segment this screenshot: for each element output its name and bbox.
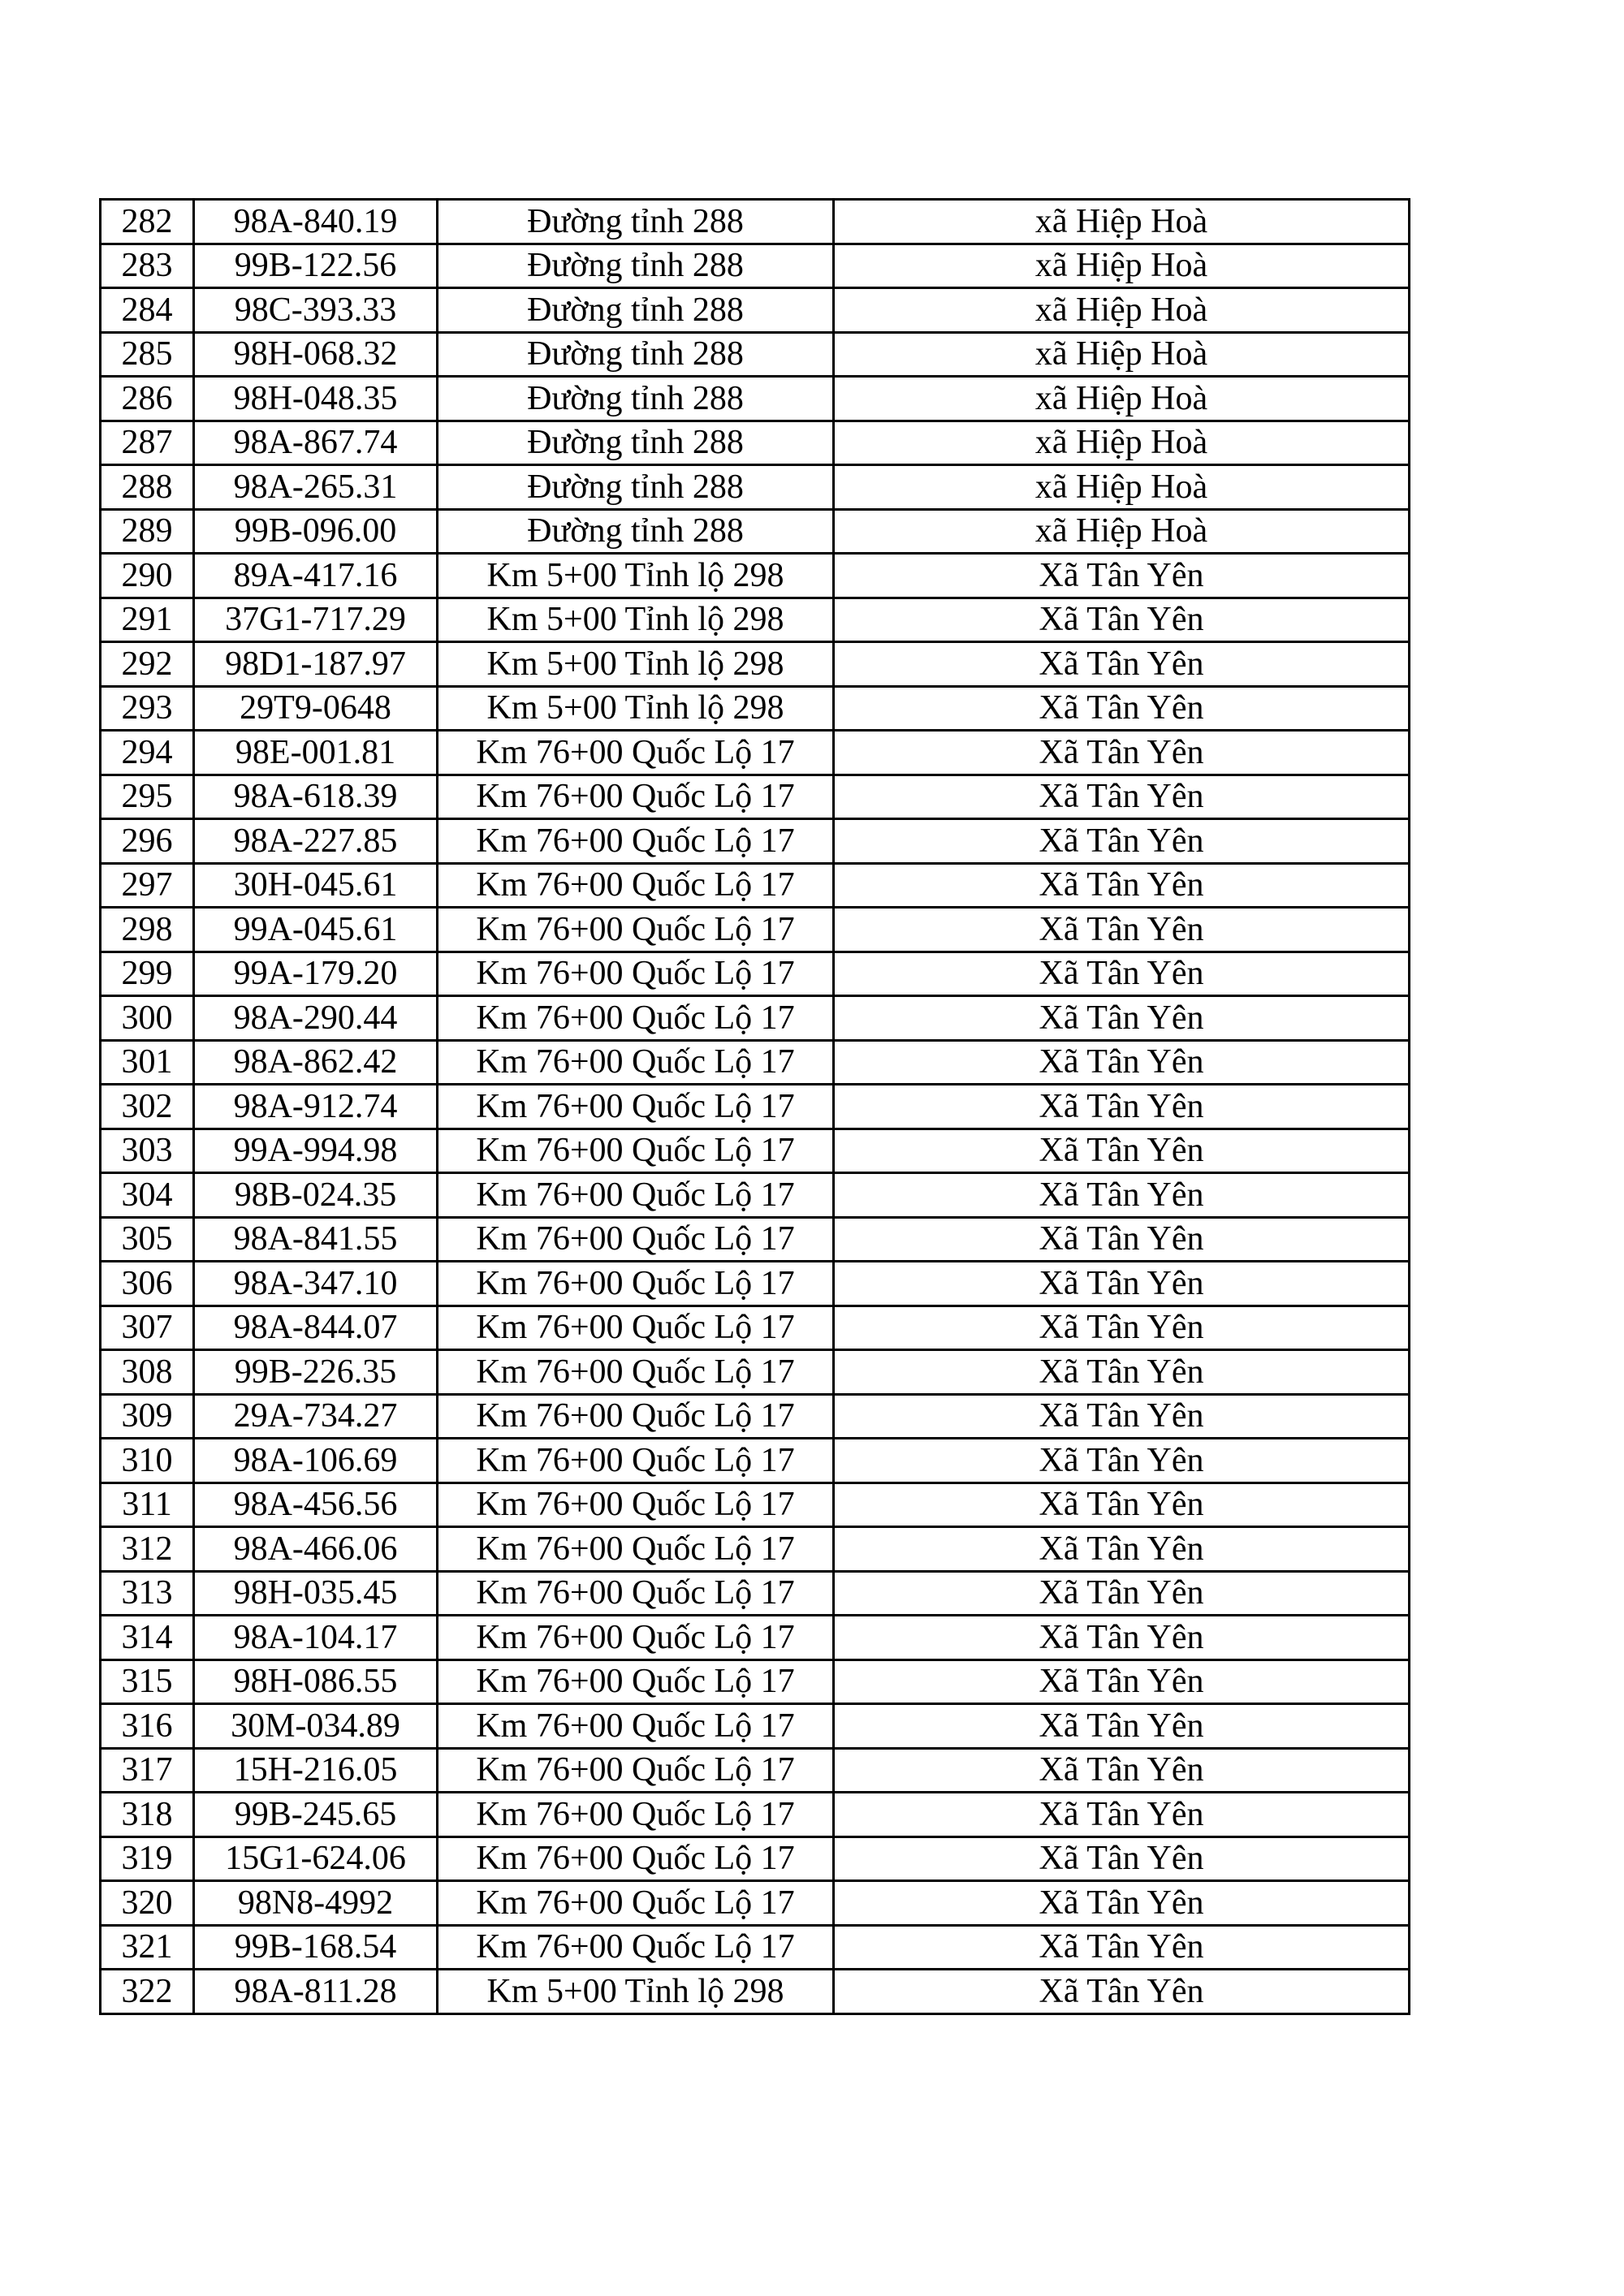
commune-cell: Xã Tân Yên (834, 642, 1410, 687)
commune-cell: Xã Tân Yên (834, 1394, 1410, 1439)
table-row (101, 1970, 1410, 2014)
location-cell: Km 76+00 Quốc Lộ 17 (438, 908, 834, 952)
location-cell: Km 76+00 Quốc Lộ 17 (438, 1129, 834, 1173)
license-plate-cell: 98A-862.42 (194, 1040, 438, 1085)
table-row (101, 1040, 1410, 1085)
commune-cell: Xã Tân Yên (834, 1748, 1410, 1793)
commune-cell: Xã Tân Yên (834, 952, 1410, 996)
commune-cell: Xã Tân Yên (834, 863, 1410, 908)
row-number-cell: 315 (101, 1659, 194, 1704)
table-row (101, 1704, 1410, 1749)
location-cell: Đường tỉnh 288 (438, 244, 834, 288)
location-cell: Km 76+00 Quốc Lộ 17 (438, 731, 834, 775)
location-cell: Km 76+00 Quốc Lộ 17 (438, 1793, 834, 1837)
table-row (101, 1527, 1410, 1572)
location-cell: Km 76+00 Quốc Lộ 17 (438, 1836, 834, 1881)
table-row (101, 996, 1410, 1041)
license-plate-cell: 30H-045.61 (194, 863, 438, 908)
commune-cell: xã Hiệp Hoà (834, 509, 1410, 554)
commune-cell: Xã Tân Yên (834, 1970, 1410, 2014)
license-plate-cell: 98A-227.85 (194, 819, 438, 864)
license-plate-cell: 98A-290.44 (194, 996, 438, 1041)
location-cell: Đường tỉnh 288 (438, 377, 834, 421)
table-row (101, 200, 1410, 244)
table-row (101, 244, 1410, 288)
commune-cell: Xã Tân Yên (834, 1881, 1410, 1926)
location-cell: Đường tỉnh 288 (438, 288, 834, 333)
location-cell: Đường tỉnh 288 (438, 421, 834, 465)
table-row (101, 1262, 1410, 1306)
location-cell: Km 5+00 Tỉnh lộ 298 (438, 686, 834, 731)
location-cell: Km 5+00 Tỉnh lộ 298 (438, 642, 834, 687)
location-cell: Km 76+00 Quốc Lộ 17 (438, 996, 834, 1041)
license-plate-cell: 29A-734.27 (194, 1394, 438, 1439)
row-number-cell: 302 (101, 1085, 194, 1129)
commune-cell: Xã Tân Yên (834, 1836, 1410, 1881)
table-row (101, 1173, 1410, 1218)
commune-cell: Xã Tân Yên (834, 1704, 1410, 1749)
table-row (101, 377, 1410, 421)
row-number-cell: 303 (101, 1129, 194, 1173)
row-number-cell: 287 (101, 421, 194, 465)
license-plate-cell: 98A-841.55 (194, 1217, 438, 1262)
row-number-cell: 316 (101, 1704, 194, 1749)
location-cell: Km 5+00 Tỉnh lộ 298 (438, 598, 834, 642)
location-cell: Km 76+00 Quốc Lộ 17 (438, 1217, 834, 1262)
commune-cell: Xã Tân Yên (834, 1040, 1410, 1085)
commune-cell: xã Hiệp Hoà (834, 377, 1410, 421)
commune-cell: Xã Tân Yên (834, 775, 1410, 819)
table-row (101, 465, 1410, 510)
commune-cell: Xã Tân Yên (834, 1527, 1410, 1572)
commune-cell: Xã Tân Yên (834, 1306, 1410, 1350)
license-plate-cell: 99B-096.00 (194, 509, 438, 554)
row-number-cell: 308 (101, 1350, 194, 1395)
license-plate-cell: 99B-245.65 (194, 1793, 438, 1837)
row-number-cell: 314 (101, 1616, 194, 1660)
row-number-cell: 298 (101, 908, 194, 952)
license-plate-cell: 98A-618.39 (194, 775, 438, 819)
location-cell: Km 76+00 Quốc Lộ 17 (438, 775, 834, 819)
location-cell: Km 76+00 Quốc Lộ 17 (438, 1881, 834, 1926)
row-number-cell: 300 (101, 996, 194, 1041)
table-row (101, 1129, 1410, 1173)
location-cell: Km 5+00 Tỉnh lộ 298 (438, 1970, 834, 2014)
location-cell: Km 76+00 Quốc Lộ 17 (438, 1085, 834, 1129)
row-number-cell: 305 (101, 1217, 194, 1262)
location-cell: Km 76+00 Quốc Lộ 17 (438, 952, 834, 996)
commune-cell: Xã Tân Yên (834, 1217, 1410, 1262)
commune-cell: Xã Tân Yên (834, 1173, 1410, 1218)
license-plate-cell: 99A-179.20 (194, 952, 438, 996)
commune-cell: Xã Tân Yên (834, 1571, 1410, 1616)
row-number-cell: 313 (101, 1571, 194, 1616)
location-cell: Km 76+00 Quốc Lộ 17 (438, 1262, 834, 1306)
row-number-cell: 318 (101, 1793, 194, 1837)
commune-cell: Xã Tân Yên (834, 996, 1410, 1041)
table-row (101, 1571, 1410, 1616)
location-cell: Km 76+00 Quốc Lộ 17 (438, 1394, 834, 1439)
license-plate-cell: 98A-867.74 (194, 421, 438, 465)
license-plate-cell: 98E-001.81 (194, 731, 438, 775)
license-plate-cell: 99B-122.56 (194, 244, 438, 288)
location-cell: Km 76+00 Quốc Lộ 17 (438, 1173, 834, 1218)
row-number-cell: 311 (101, 1482, 194, 1527)
commune-cell: Xã Tân Yên (834, 1350, 1410, 1395)
row-number-cell: 284 (101, 288, 194, 333)
row-number-cell: 321 (101, 1925, 194, 1970)
location-cell: Km 76+00 Quốc Lộ 17 (438, 1659, 834, 1704)
commune-cell: Xã Tân Yên (834, 598, 1410, 642)
commune-cell: Xã Tân Yên (834, 1262, 1410, 1306)
row-number-cell: 297 (101, 863, 194, 908)
location-cell: Km 76+00 Quốc Lộ 17 (438, 1350, 834, 1395)
table-row (101, 908, 1410, 952)
table-row (101, 863, 1410, 908)
row-number-cell: 289 (101, 509, 194, 554)
commune-cell: xã Hiệp Hoà (834, 421, 1410, 465)
commune-cell: Xã Tân Yên (834, 1659, 1410, 1704)
commune-cell: xã Hiệp Hoà (834, 288, 1410, 333)
table-row (101, 598, 1410, 642)
row-number-cell: 306 (101, 1262, 194, 1306)
commune-cell: xã Hiệp Hoà (834, 244, 1410, 288)
license-plate-cell: 98D1-187.97 (194, 642, 438, 687)
location-cell: Km 76+00 Quốc Lộ 17 (438, 1616, 834, 1660)
commune-cell: xã Hiệp Hoà (834, 200, 1410, 244)
license-plate-cell: 98A-912.74 (194, 1085, 438, 1129)
row-number-cell: 312 (101, 1527, 194, 1572)
location-cell: Km 76+00 Quốc Lộ 17 (438, 1748, 834, 1793)
location-cell: Km 76+00 Quốc Lộ 17 (438, 1925, 834, 1970)
license-plate-cell: 98A-347.10 (194, 1262, 438, 1306)
table-row (101, 775, 1410, 819)
location-cell: Km 76+00 Quốc Lộ 17 (438, 1571, 834, 1616)
table-body (101, 200, 1410, 2014)
location-cell: Km 76+00 Quốc Lộ 17 (438, 1040, 834, 1085)
table-row (101, 642, 1410, 687)
location-cell: Km 76+00 Quốc Lộ 17 (438, 819, 834, 864)
row-number-cell: 290 (101, 554, 194, 598)
license-plate-cell: 98B-024.35 (194, 1173, 438, 1218)
license-plate-cell: 98A-104.17 (194, 1616, 438, 1660)
table-row (101, 288, 1410, 333)
license-plate-cell: 98C-393.33 (194, 288, 438, 333)
table-row (101, 1350, 1410, 1395)
table-row (101, 1439, 1410, 1483)
row-number-cell: 320 (101, 1881, 194, 1926)
row-number-cell: 319 (101, 1836, 194, 1881)
location-cell: Km 76+00 Quốc Lộ 17 (438, 1439, 834, 1483)
table-row (101, 1394, 1410, 1439)
license-plate-cell: 98N8-4992 (194, 1881, 438, 1926)
license-plate-cell: 98H-068.32 (194, 332, 438, 377)
license-plate-cell: 98H-048.35 (194, 377, 438, 421)
license-plate-cell: 98A-466.06 (194, 1527, 438, 1572)
license-plate-cell: 15G1-624.06 (194, 1836, 438, 1881)
table-row (101, 1217, 1410, 1262)
table-row (101, 1748, 1410, 1793)
location-cell: Đường tỉnh 288 (438, 332, 834, 377)
row-number-cell: 322 (101, 1970, 194, 2014)
row-number-cell: 304 (101, 1173, 194, 1218)
location-cell: Km 76+00 Quốc Lộ 17 (438, 863, 834, 908)
table-row (101, 1659, 1410, 1704)
license-plate-cell: 98A-844.07 (194, 1306, 438, 1350)
row-number-cell: 293 (101, 686, 194, 731)
commune-cell: xã Hiệp Hoà (834, 465, 1410, 510)
table-row (101, 1925, 1410, 1970)
commune-cell: Xã Tân Yên (834, 908, 1410, 952)
commune-cell: Xã Tân Yên (834, 1793, 1410, 1837)
table-row (101, 1306, 1410, 1350)
table-row (101, 1085, 1410, 1129)
license-plate-cell: 30M-034.89 (194, 1704, 438, 1749)
commune-cell: Xã Tân Yên (834, 1085, 1410, 1129)
row-number-cell: 285 (101, 332, 194, 377)
license-plate-cell: 98H-035.45 (194, 1571, 438, 1616)
row-number-cell: 299 (101, 952, 194, 996)
license-plate-cell: 99B-226.35 (194, 1350, 438, 1395)
violation-table (99, 198, 1410, 2015)
row-number-cell: 317 (101, 1748, 194, 1793)
license-plate-cell: 29T9-0648 (194, 686, 438, 731)
row-number-cell: 295 (101, 775, 194, 819)
table-row (101, 1793, 1410, 1837)
commune-cell: Xã Tân Yên (834, 819, 1410, 864)
license-plate-cell: 99A-045.61 (194, 908, 438, 952)
location-cell: Km 76+00 Quốc Lộ 17 (438, 1306, 834, 1350)
table-row (101, 731, 1410, 775)
table-row (101, 332, 1410, 377)
license-plate-cell: 98H-086.55 (194, 1659, 438, 1704)
license-plate-cell: 99A-994.98 (194, 1129, 438, 1173)
location-cell: Đường tỉnh 288 (438, 509, 834, 554)
location-cell: Đường tỉnh 288 (438, 465, 834, 510)
row-number-cell: 294 (101, 731, 194, 775)
license-plate-cell: 98A-456.56 (194, 1482, 438, 1527)
row-number-cell: 301 (101, 1040, 194, 1085)
table-row (101, 421, 1410, 465)
table-row (101, 1616, 1410, 1660)
row-number-cell: 286 (101, 377, 194, 421)
commune-cell: Xã Tân Yên (834, 1482, 1410, 1527)
table-row (101, 686, 1410, 731)
table-row (101, 1836, 1410, 1881)
license-plate-cell: 89A-417.16 (194, 554, 438, 598)
commune-cell: Xã Tân Yên (834, 1616, 1410, 1660)
license-plate-cell: 98A-106.69 (194, 1439, 438, 1483)
location-cell: Km 76+00 Quốc Lộ 17 (438, 1482, 834, 1527)
table-row (101, 819, 1410, 864)
row-number-cell: 292 (101, 642, 194, 687)
license-plate-cell: 98A-811.28 (194, 1970, 438, 2014)
row-number-cell: 282 (101, 200, 194, 244)
location-cell: Km 76+00 Quốc Lộ 17 (438, 1527, 834, 1572)
license-plate-cell: 15H-216.05 (194, 1748, 438, 1793)
table-row (101, 509, 1410, 554)
location-cell: Km 5+00 Tỉnh lộ 298 (438, 554, 834, 598)
license-plate-cell: 37G1-717.29 (194, 598, 438, 642)
row-number-cell: 309 (101, 1394, 194, 1439)
location-cell: Km 76+00 Quốc Lộ 17 (438, 1704, 834, 1749)
commune-cell: Xã Tân Yên (834, 1925, 1410, 1970)
commune-cell: Xã Tân Yên (834, 686, 1410, 731)
commune-cell: Xã Tân Yên (834, 1129, 1410, 1173)
row-number-cell: 291 (101, 598, 194, 642)
license-plate-cell: 98A-265.31 (194, 465, 438, 510)
license-plate-cell: 99B-168.54 (194, 1925, 438, 1970)
table-row (101, 554, 1410, 598)
commune-cell: Xã Tân Yên (834, 1439, 1410, 1483)
commune-cell: Xã Tân Yên (834, 731, 1410, 775)
license-plate-cell: 98A-840.19 (194, 200, 438, 244)
table-row (101, 1482, 1410, 1527)
row-number-cell: 307 (101, 1306, 194, 1350)
row-number-cell: 296 (101, 819, 194, 864)
row-number-cell: 310 (101, 1439, 194, 1483)
location-cell: Đường tỉnh 288 (438, 200, 834, 244)
row-number-cell: 283 (101, 244, 194, 288)
table-row (101, 1881, 1410, 1926)
commune-cell: Xã Tân Yên (834, 554, 1410, 598)
commune-cell: xã Hiệp Hoà (834, 332, 1410, 377)
row-number-cell: 288 (101, 465, 194, 510)
table-row (101, 952, 1410, 996)
